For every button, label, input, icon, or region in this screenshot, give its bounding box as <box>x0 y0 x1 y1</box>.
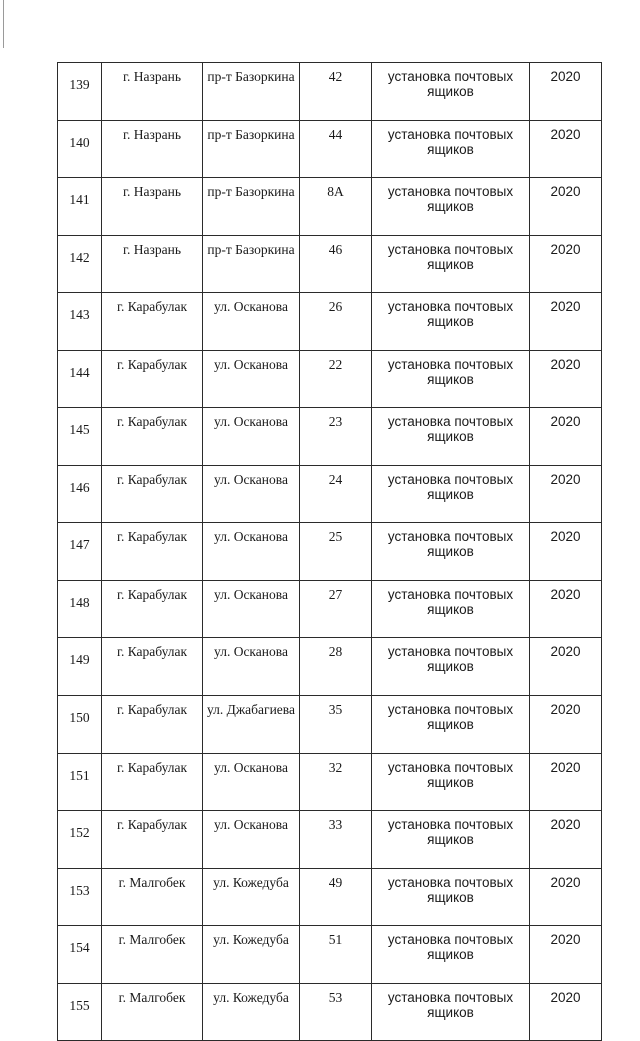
table-row <box>58 753 602 811</box>
table-row <box>58 811 602 869</box>
house-number-cell: 26 <box>300 293 372 351</box>
work-type-cell: установка почтовых ящиков <box>372 811 530 869</box>
table-row <box>58 120 602 178</box>
table-row <box>58 868 602 926</box>
city-cell: г. Малгобек <box>102 868 203 926</box>
street-cell: ул. Осканова <box>203 293 300 351</box>
table-body <box>58 63 602 1041</box>
work-type-cell: установка почтовых ящиков <box>372 235 530 293</box>
house-number-cell: 22 <box>300 350 372 408</box>
street-cell: ул. Осканова <box>203 350 300 408</box>
street-cell: ул. Осканова <box>203 811 300 869</box>
city-cell: г. Карабулак <box>102 696 203 754</box>
house-number-cell: 42 <box>300 63 372 121</box>
table-row <box>58 408 602 466</box>
work-type-cell: установка почтовых ящиков <box>372 696 530 754</box>
street-cell: ул. Осканова <box>203 580 300 638</box>
table-row <box>58 926 602 984</box>
house-number-cell: 28 <box>300 638 372 696</box>
table-row <box>58 638 602 696</box>
work-type-cell: установка почтовых ящиков <box>372 753 530 811</box>
city-cell: г. Карабулак <box>102 580 203 638</box>
street-cell: ул. Кожедуба <box>203 926 300 984</box>
street-cell: ул. Осканова <box>203 523 300 581</box>
house-number-cell: 49 <box>300 868 372 926</box>
city-cell: г. Карабулак <box>102 638 203 696</box>
house-number-cell: 51 <box>300 926 372 984</box>
city-cell: г. Карабулак <box>102 465 203 523</box>
house-number-cell: 33 <box>300 811 372 869</box>
table-row <box>58 465 602 523</box>
work-type-cell: установка почтовых ящиков <box>372 926 530 984</box>
city-cell: г. Назрань <box>102 63 203 121</box>
year-cell: 2020 <box>530 926 602 984</box>
house-number-cell: 32 <box>300 753 372 811</box>
row-number: 151 <box>58 753 102 811</box>
table-row <box>58 983 602 1041</box>
street-cell: ул. Осканова <box>203 408 300 466</box>
year-cell: 2020 <box>530 811 602 869</box>
row-number: 145 <box>58 408 102 466</box>
street-cell: ул. Осканова <box>203 753 300 811</box>
street-cell: пр-т Базоркина <box>203 120 300 178</box>
work-type-cell: установка почтовых ящиков <box>372 293 530 351</box>
row-number: 155 <box>58 983 102 1041</box>
year-cell: 2020 <box>530 753 602 811</box>
house-number-cell: 8А <box>300 178 372 236</box>
street-cell: пр-т Базоркина <box>203 235 300 293</box>
row-number: 153 <box>58 868 102 926</box>
table-row <box>58 178 602 236</box>
work-type-cell: установка почтовых ящиков <box>372 465 530 523</box>
year-cell: 2020 <box>530 523 602 581</box>
row-number: 147 <box>58 523 102 581</box>
row-number: 152 <box>58 811 102 869</box>
city-cell: г. Карабулак <box>102 753 203 811</box>
row-number: 139 <box>58 63 102 121</box>
street-cell: пр-т Базоркина <box>203 178 300 236</box>
work-type-cell: установка почтовых ящиков <box>372 638 530 696</box>
table-row <box>58 523 602 581</box>
row-number: 140 <box>58 120 102 178</box>
city-cell: г. Малгобек <box>102 926 203 984</box>
house-number-cell: 44 <box>300 120 372 178</box>
city-cell: г. Карабулак <box>102 811 203 869</box>
city-cell: г. Карабулак <box>102 523 203 581</box>
table-row <box>58 293 602 351</box>
work-type-cell: установка почтовых ящиков <box>372 178 530 236</box>
year-cell: 2020 <box>530 293 602 351</box>
year-cell: 2020 <box>530 235 602 293</box>
row-number: 146 <box>58 465 102 523</box>
street-cell: ул. Кожедуба <box>203 868 300 926</box>
work-type-cell: установка почтовых ящиков <box>372 983 530 1041</box>
city-cell: г. Карабулак <box>102 408 203 466</box>
year-cell: 2020 <box>530 983 602 1041</box>
street-cell: ул. Осканова <box>203 465 300 523</box>
year-cell: 2020 <box>530 408 602 466</box>
table-row <box>58 235 602 293</box>
year-cell: 2020 <box>530 868 602 926</box>
city-cell: г. Назрань <box>102 235 203 293</box>
row-number: 144 <box>58 350 102 408</box>
work-type-cell: установка почтовых ящиков <box>372 350 530 408</box>
street-cell: ул. Джабагиева <box>203 696 300 754</box>
scan-edge-mark <box>3 0 4 48</box>
row-number: 148 <box>58 580 102 638</box>
row-number: 150 <box>58 696 102 754</box>
year-cell: 2020 <box>530 178 602 236</box>
house-number-cell: 24 <box>300 465 372 523</box>
city-cell: г. Карабулак <box>102 293 203 351</box>
house-number-cell: 46 <box>300 235 372 293</box>
house-number-cell: 53 <box>300 983 372 1041</box>
house-number-cell: 35 <box>300 696 372 754</box>
row-number: 154 <box>58 926 102 984</box>
street-cell: ул. Осканова <box>203 638 300 696</box>
street-cell: ул. Кожедуба <box>203 983 300 1041</box>
work-type-cell: установка почтовых ящиков <box>372 408 530 466</box>
year-cell: 2020 <box>530 63 602 121</box>
year-cell: 2020 <box>530 696 602 754</box>
year-cell: 2020 <box>530 465 602 523</box>
year-cell: 2020 <box>530 350 602 408</box>
work-type-cell: установка почтовых ящиков <box>372 580 530 638</box>
table-row <box>58 696 602 754</box>
work-type-cell: установка почтовых ящиков <box>372 120 530 178</box>
city-cell: г. Назрань <box>102 120 203 178</box>
work-type-cell: установка почтовых ящиков <box>372 63 530 121</box>
city-cell: г. Малгобек <box>102 983 203 1041</box>
row-number: 149 <box>58 638 102 696</box>
house-number-cell: 27 <box>300 580 372 638</box>
table-row <box>58 63 602 121</box>
house-number-cell: 25 <box>300 523 372 581</box>
year-cell: 2020 <box>530 120 602 178</box>
row-number: 143 <box>58 293 102 351</box>
row-number: 142 <box>58 235 102 293</box>
street-cell: пр-т Базоркина <box>203 63 300 121</box>
city-cell: г. Назрань <box>102 178 203 236</box>
address-table <box>57 62 602 1041</box>
house-number-cell: 23 <box>300 408 372 466</box>
city-cell: г. Карабулак <box>102 350 203 408</box>
work-type-cell: установка почтовых ящиков <box>372 868 530 926</box>
year-cell: 2020 <box>530 580 602 638</box>
work-type-cell: установка почтовых ящиков <box>372 523 530 581</box>
table-row <box>58 580 602 638</box>
year-cell: 2020 <box>530 638 602 696</box>
table-row <box>58 350 602 408</box>
row-number: 141 <box>58 178 102 236</box>
